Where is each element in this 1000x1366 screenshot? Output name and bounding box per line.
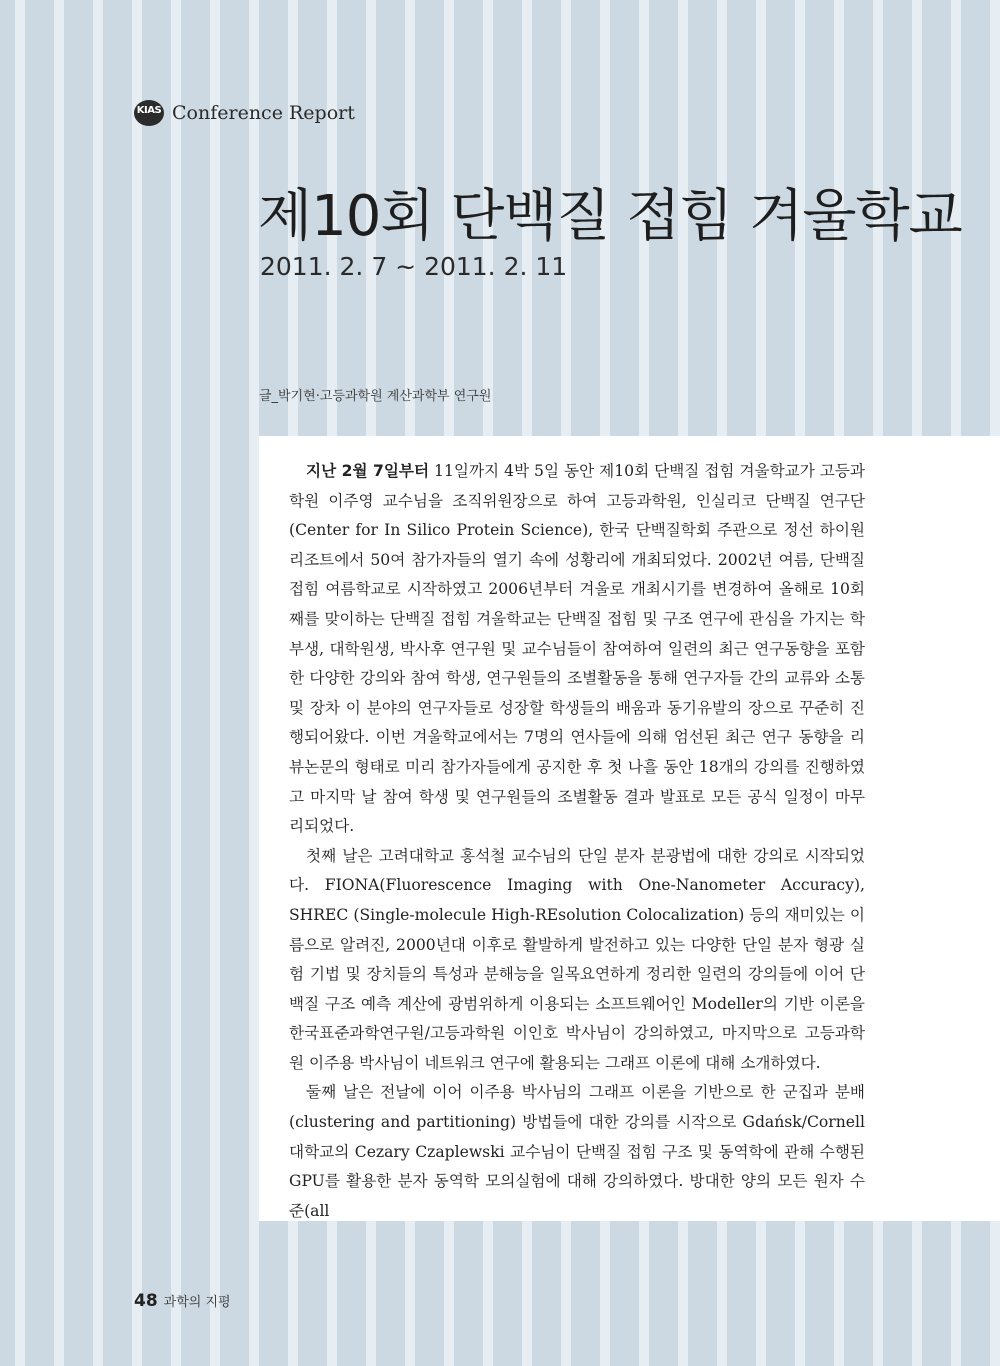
paragraph-3: 둘째 날은 전날에 이어 이주용 박사님의 그래프 이론을 기반으로 한 군집과 분배(clustering and partitioning) 방법들에 대한 강의를 시작으로 Gdańsk/Cornell 대학교의 Cezary Czaplewski 교수님이 단백질 접힘 구조 및 동역학에 관해 수행된 GPU를 활용한 분자 동역학 모의실험에 대해 강의하였다. 방대한 양의 모든 원자 수준(all [289, 1083, 865, 1220]
article-title: 제10회 단백질 접힘 겨울학교 [258, 184, 962, 249]
lead-text: 지난 2월 7일부터 [306, 462, 430, 480]
paragraph-1 [289, 457, 865, 842]
paragraph-1-text: 11일까지 4박 5일 동안 제10회 단백질 접힘 겨울학교가 고등과학원 이주영 교수님을 조직위원장으로 하여 고등과학원, 인실리코 단백질 연구단(Center for In Silico Protein Science), 한국 단백질학회 주관으로 정선 하이원리조트에서 50여 참가자들의 열기 속에 성황리에 개최되었다. 2002년 여름, 단백질 접힘 여름학교로 시작하였고 2006년부터 겨울로 개최시기를 변경하여 올해로 10회째를 맞이하는 단백질 접힘 겨울학교는 단백질 접힘 및 구조 연구에 관심을 가지는 학부생, 대학원생, 박사후 연구원 및 교수님들이 참여하여 일련의 최근 연구동향을 포함한 다양한 강의와 참여 학생, 연구원들의 조별활동을 통해 연구자들 간의 교류와 소통 및 장차 이 분야의 연구자들로 성장할 학생들의 배움과 동기유발의 장으로 꾸준히 진행되어왔다. 이번 겨울학교에서는 7명의 연사들에 의해 엄선된 최근 연구 동향을 리뷰논문의 형태로 미리 참가자들에게 공지한 후 첫 나흘 동안 18개의 강의를 진행하였고 마지막 날 참여 학생 및 연구원들의 조별활동 결과 발표로 모든 공식 일정이 마무리되었다. [289, 462, 865, 836]
author-byline: 글_박기현·고등과학원 계산과학부 연구원 [259, 389, 492, 404]
magazine-name: 과학의 지평 [163, 1295, 231, 1310]
article-body [289, 457, 865, 1226]
section-label: Conference Report [172, 102, 355, 124]
paragraph-2: 첫째 날은 고려대학교 홍석철 교수님의 단일 분자 분광법에 대한 강의로 시작되었다. FIONA(Fluorescence Imaging with One-Nanometer Accuracy), SHREC (Single-molecule High-REsolution Colocalization) 등의 재미있는 이름으로 알려진, 2000년대 이후로 활발하게 발전하고 있는 다양한 단일 분자 형광 실험 기법 및 장치들의 특성과 분해능을 일목요연하게 정리한 일련의 강의들에 이어 단백질 구조 예측 계산에 광범위하게 이용되는 소프트웨어인 Modeller의 기반 이론을 한국표준과학연구원/고등과학원 이인호 박사님이 강의하였고, 마지막으로 고등과학원 이주용 박사님이 네트워크 연구에 활용되는 그래프 이론에 대해 소개하였다. [289, 846, 865, 1072]
event-dates: 2011. 2. 7 ~ 2011. 2. 11 [260, 252, 568, 281]
page-footer [134, 1291, 231, 1311]
page-number: 48 [134, 1291, 158, 1311]
kias-logo-icon: KIAS [134, 100, 164, 126]
section-header [134, 100, 355, 126]
